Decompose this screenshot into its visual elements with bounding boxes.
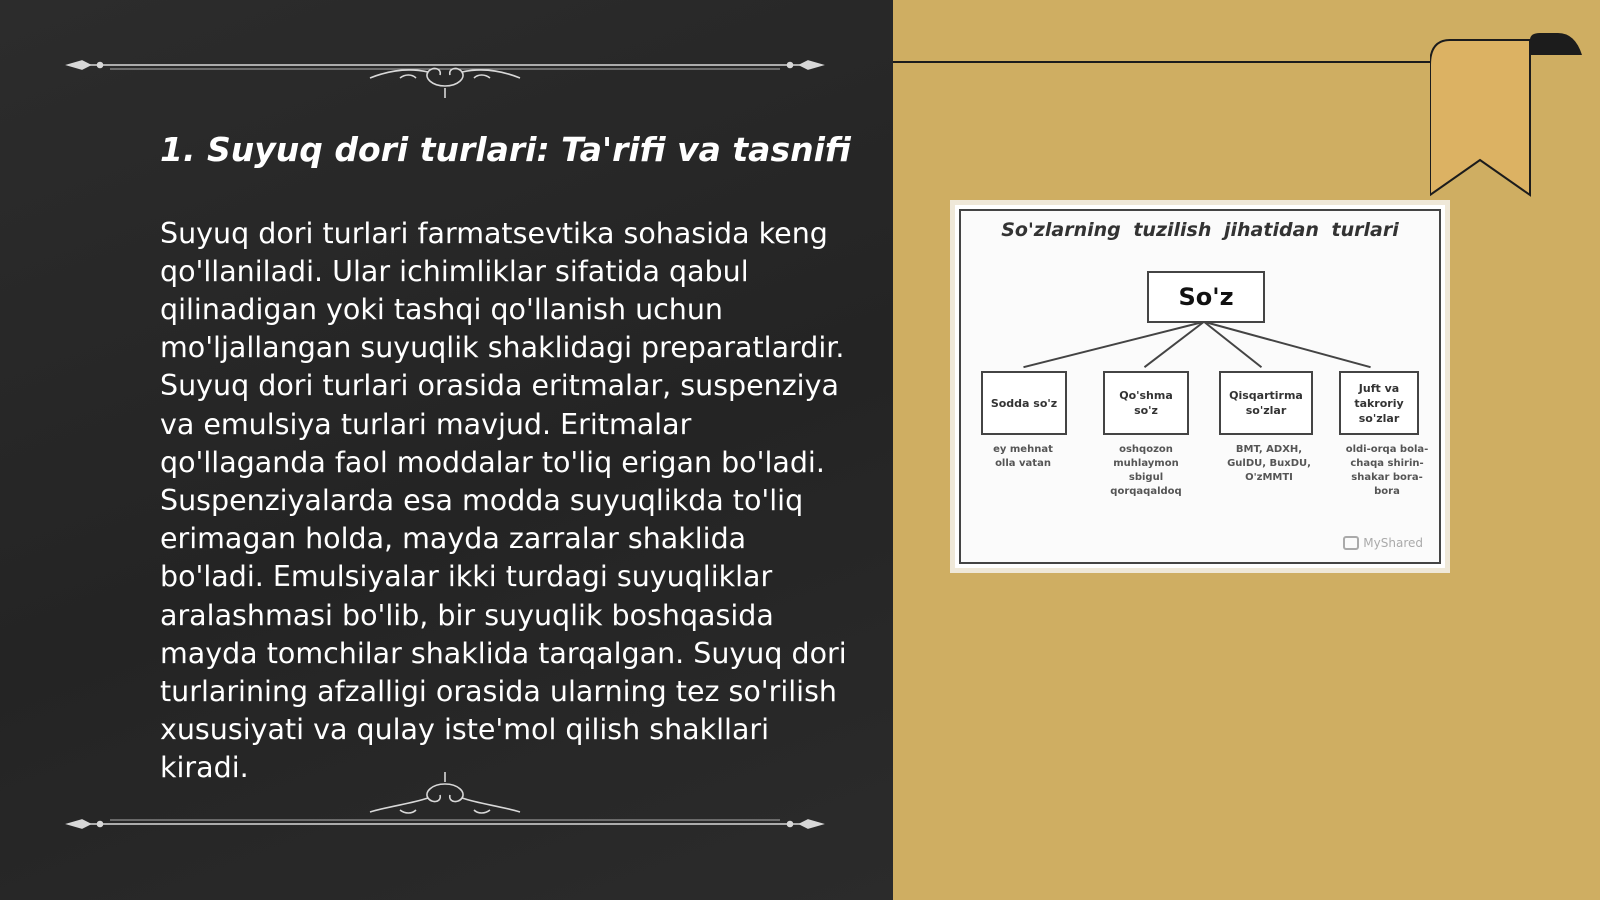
slide-title: 1. Suyuq dori turlari: Ta'rifi va tasnifi [160, 130, 851, 170]
watermark-logo-icon [1343, 536, 1359, 550]
diagram-note-compound: oshqozon muhlaymon sbigul qorqaqaldoq [1110, 444, 1182, 497]
top-ornament-divider [60, 38, 830, 98]
gold-panel-rule [893, 61, 1453, 63]
diagram-node-simple: Sodda so'z [981, 371, 1067, 435]
diagram-watermark [1343, 536, 1423, 550]
diagram-note-abbreviation: BMT, ADXH, GulDU, BuxDU, O'zMMTI [1227, 444, 1311, 483]
diagram-image [950, 200, 1450, 573]
diagram-node-paired: Juft va takroriy so'zlar [1339, 371, 1419, 435]
diagram-canvas [959, 209, 1441, 564]
bottom-ornament-divider [60, 772, 830, 832]
diagram-note-paired: oldi-orqa bola-chaqa shirin-shakar bora-bora [1345, 444, 1429, 497]
diagram-node-abbreviation: Qisqartirma so'zlar [1219, 371, 1313, 435]
diagram-node-compound: Qo'shma so'z [1103, 371, 1189, 435]
diagram-note-simple: ey mehnat olla vatan [993, 444, 1053, 469]
bookmark-ribbon-icon [1430, 30, 1590, 205]
slide-body-text: Suyuq dori turlari farmatsevtika sohasida keng qo'llaniladi. Ular ichimliklar sifatida qabul qilinadigan yoki tashqi qo'llanish uchun mo'ljallangan suyuqlik shaklidagi preparatlardir. Suyuq dori turlari orasida eritmalar, suspenziya va emulsiya turlari mavjud. Eritmalar qo'llaganda faol moddalar to'liq erigan bo'ladi. Suspenziyalarda esa modda suyuqlikda to'liq erimagan holda, mayda zarralar shaklida bo'ladi. Emulsiyalar ikki turdagi suyuqliklar aralashmasi bo'lib, bir suyuqlik boshqasida mayda tomchilar shaklida tarqalgan. Suyuq dori turlarining afzalligi orasida ularning tez so'rilish xususiyati va qulay iste'mol qilish shakllari kiradi. [160, 216, 847, 785]
watermark-text: MyShared [1363, 536, 1423, 550]
diagram-title: So'zlarning tuzilish jihatidan turlari [1001, 219, 1399, 241]
diagram-root-node: So'z [1147, 271, 1265, 323]
